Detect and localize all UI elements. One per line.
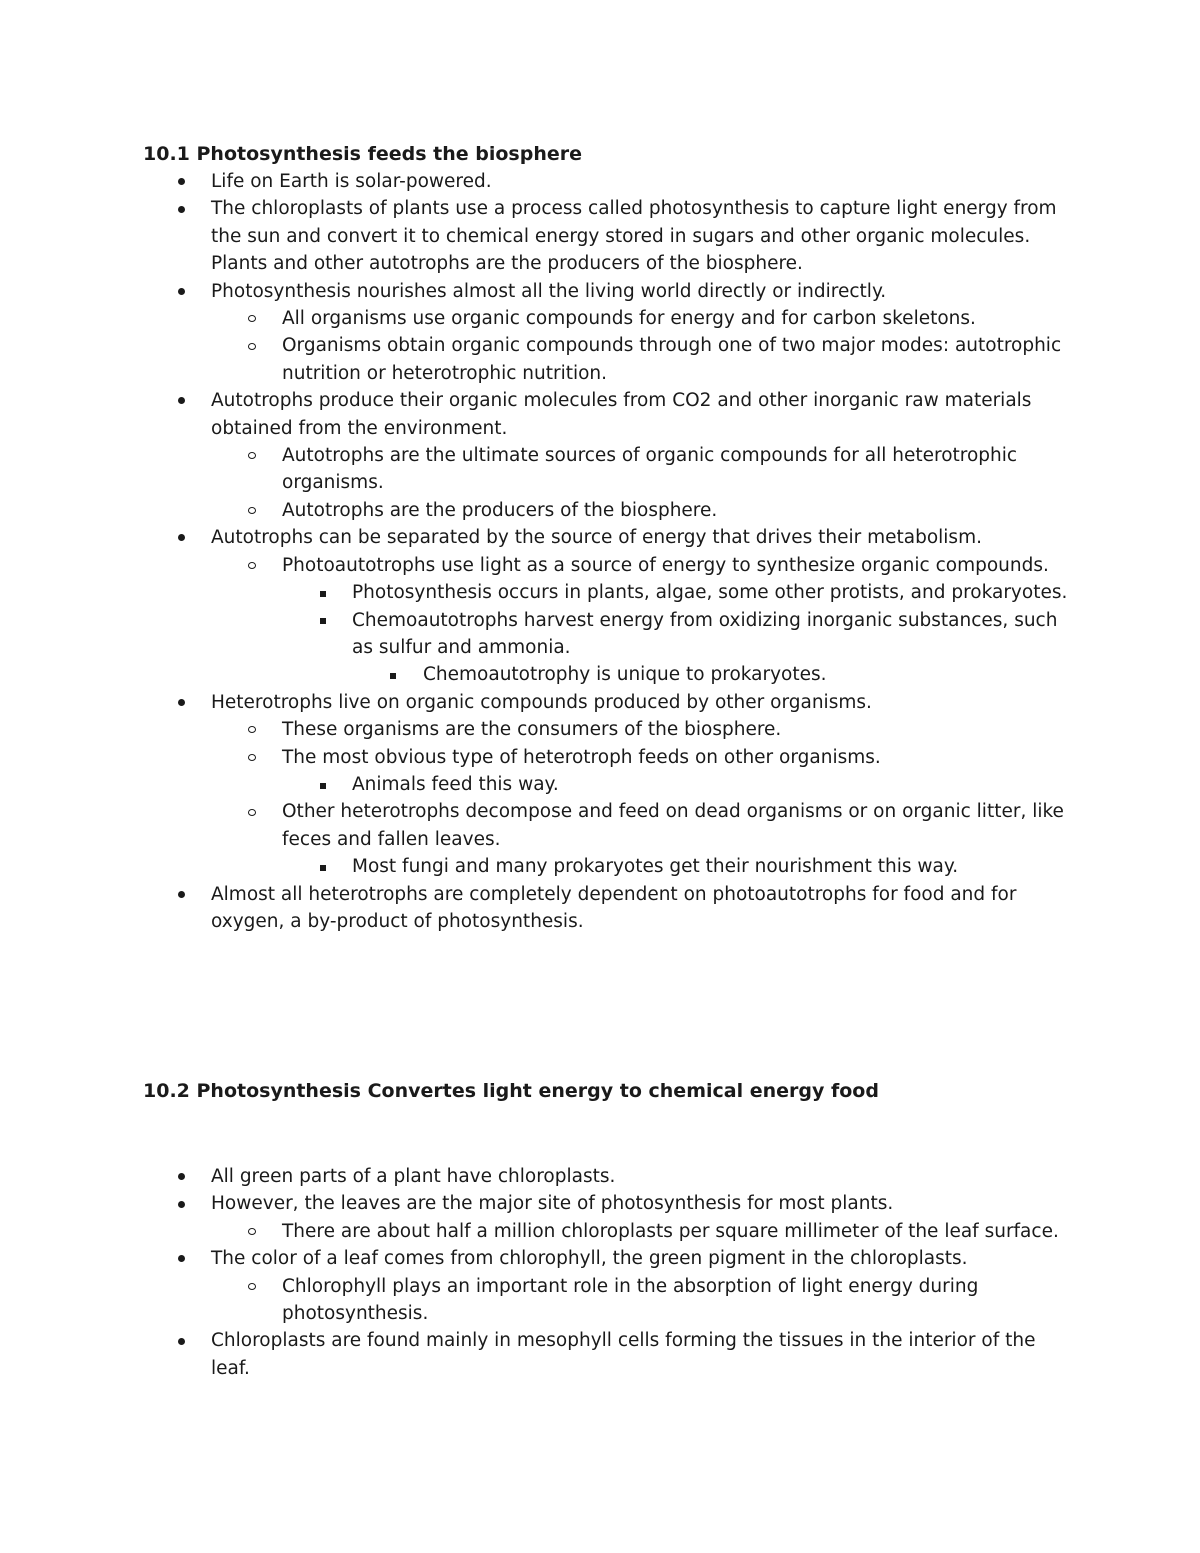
list-item: Chlorophyll plays an important role in the absorption of light energy during photosynthesis.: [0, 1273, 1200, 1328]
filled-bullet-icon: [174, 689, 188, 716]
list-item: The color of a leaf comes from chlorophyll, the green pigment in the chloroplasts.: [0, 1245, 1200, 1272]
list-item: Photosynthesis nourishes almost all the living world directly or indirectly.: [0, 278, 1200, 305]
list-item: Almost all heterotrophs are completely dependent on photoautotrophs for food and for oxygen, a by-product of photosynthesis.: [0, 881, 1200, 936]
list-item: All organisms use organic compounds for energy and for carbon skeletons.: [0, 305, 1200, 332]
list-item: Other heterotrophs decompose and feed on dead organisms or on organic litter, like feces and fallen leaves.: [0, 798, 1200, 853]
hollow-bullet-icon: [245, 552, 259, 579]
list-item: Organisms obtain organic compounds through one of two major modes: autotrophic nutrition or heterotrophic nutrition.: [0, 332, 1200, 387]
filled-bullet-icon: [174, 1190, 188, 1217]
hollow-bullet-icon: [245, 798, 259, 825]
filled-bullet-icon: [174, 195, 188, 222]
list-item: Most fungi and many prokaryotes get their nourishment this way.: [0, 853, 1200, 880]
filled-bullet-icon: [174, 387, 188, 414]
list-item: However, the leaves are the major site of photosynthesis for most plants.: [0, 1190, 1200, 1217]
list-item: All green parts of a plant have chloroplasts.: [0, 1163, 1200, 1190]
list-item: Chemoautotrophy is unique to prokaryotes.: [0, 661, 1200, 688]
list-item: These organisms are the consumers of the biosphere.: [0, 716, 1200, 743]
list-item: Photosynthesis occurs in plants, algae, some other protists, and prokaryotes.: [0, 579, 1200, 606]
square-bullet-icon: [386, 661, 400, 688]
section-title-10-1: 10.1 Photosynthesis feeds the biosphere: [143, 143, 583, 165]
list-item: There are about half a million chloroplasts per square millimeter of the leaf surface.: [0, 1218, 1200, 1245]
hollow-bullet-icon: [245, 1218, 259, 1245]
filled-bullet-icon: [174, 168, 188, 195]
list-item: Autotrophs are the ultimate sources of organic compounds for all heterotrophic organisms.: [0, 442, 1200, 497]
list-item: The chloroplasts of plants use a process called photosynthesis to capture light energy from the sun and convert it to chemical energy stored in sugars and other organic molecules.: [0, 195, 1200, 250]
list-item: Chloroplasts are found mainly in mesophyll cells forming the tissues in the interior of the leaf.: [0, 1327, 1200, 1382]
list-item: Autotrophs are the producers of the biosphere.: [0, 497, 1200, 524]
hollow-bullet-icon: [245, 744, 259, 771]
hollow-bullet-icon: [245, 305, 259, 332]
filled-bullet-icon: [174, 1327, 188, 1354]
list-item-continuation: Plants and other autotrophs are the producers of the biosphere.: [211, 253, 803, 275]
list-item: Chemoautotrophs harvest energy from oxidizing inorganic substances, such as sulfur and ammonia.: [0, 607, 1200, 662]
list-item: Autotrophs produce their organic molecules from CO2 and other inorganic raw materials obtained from the environment.: [0, 387, 1200, 442]
square-bullet-icon: [316, 607, 330, 634]
square-bullet-icon: [316, 771, 330, 798]
filled-bullet-icon: [174, 881, 188, 908]
square-bullet-icon: [316, 853, 330, 880]
filled-bullet-icon: [174, 524, 188, 551]
list-item: Heterotrophs live on organic compounds produced by other organisms.: [0, 689, 1200, 716]
filled-bullet-icon: [174, 1163, 188, 1190]
section-1-bullet-list: [0, 168, 1200, 935]
hollow-bullet-icon: [245, 1273, 259, 1300]
list-item: Life on Earth is solar-powered.: [0, 168, 1200, 195]
hollow-bullet-icon: [245, 716, 259, 743]
hollow-bullet-icon: [245, 332, 259, 359]
list-item: Autotrophs can be separated by the source of energy that drives their metabolism.: [0, 524, 1200, 551]
section-2-bullet-list: [0, 1163, 1200, 1382]
list-item: Photoautotrophs use light as a source of energy to synthesize organic compounds.: [0, 552, 1200, 579]
hollow-bullet-icon: [245, 497, 259, 524]
filled-bullet-icon: [174, 278, 188, 305]
list-item: The most obvious type of heterotroph feeds on other organisms.: [0, 744, 1200, 771]
list-item: Animals feed this way.: [0, 771, 1200, 798]
hollow-bullet-icon: [245, 442, 259, 469]
square-bullet-icon: [316, 579, 330, 606]
section-title-10-2: 10.2 Photosynthesis Convertes light energy to chemical energy food: [143, 1080, 879, 1102]
filled-bullet-icon: [174, 1245, 188, 1272]
